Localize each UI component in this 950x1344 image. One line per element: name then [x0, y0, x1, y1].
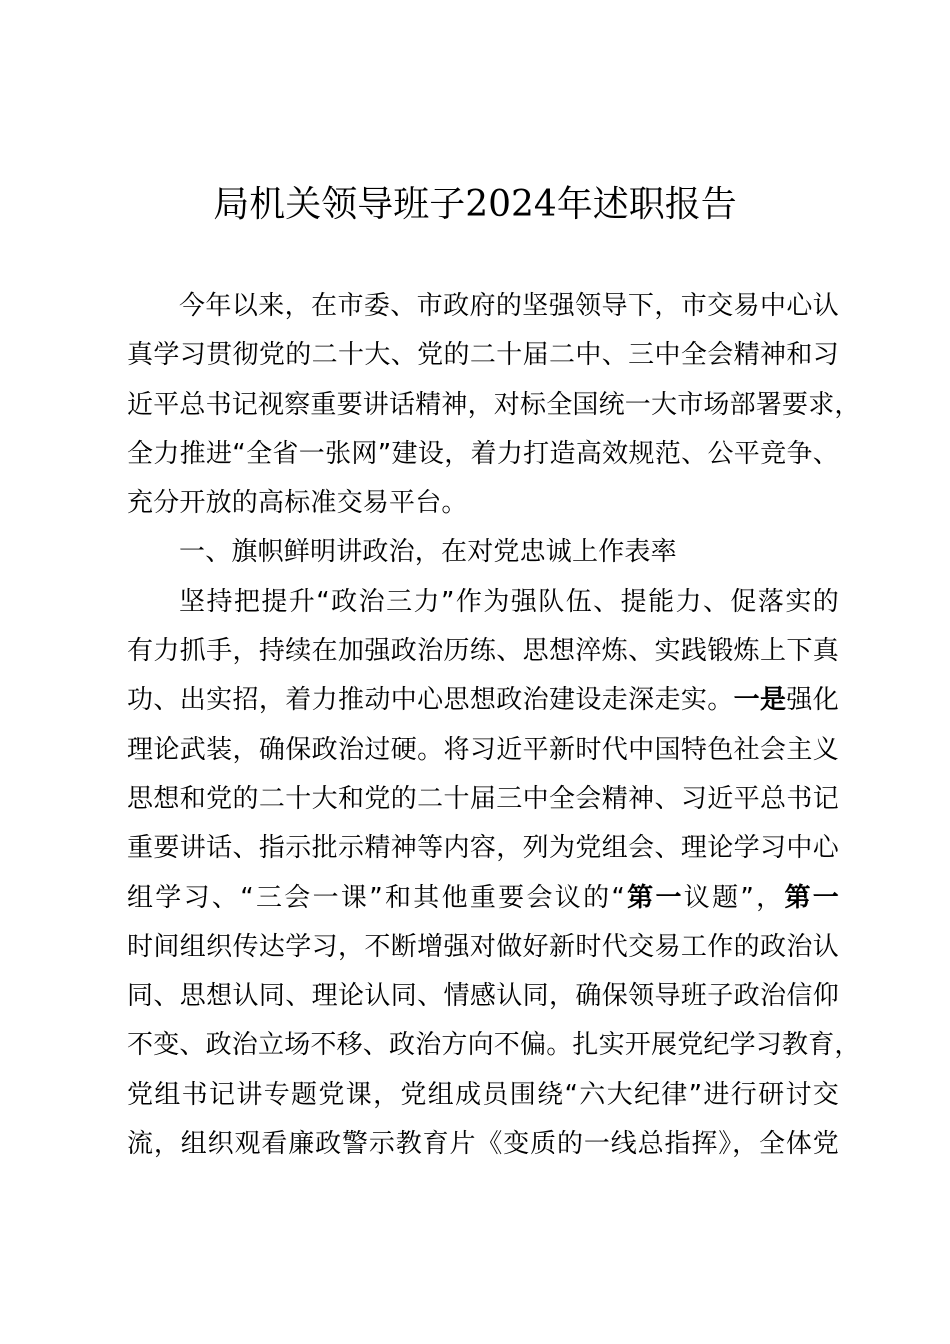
section-line: 思想和党的二十大和党的二十届三中全会精神、习近平总书记 [127, 783, 839, 814]
section-line: 有力抓手，持续在加强政治历练、思想淬炼、实践锻炼上下真 [127, 636, 839, 667]
section-line [127, 874, 839, 923]
bold-run: 一是 [733, 685, 787, 716]
document-body [127, 282, 861, 1169]
section-line: 理论武装，确保政治过硬。将习近平新时代中国特色社会主义 [127, 734, 839, 765]
text-run: 强化 [786, 685, 839, 716]
intro-line: 真学习贯彻党的二十大、党的二十届二中、三中全会精神和习 [127, 340, 839, 371]
bold-run: 第一 [625, 882, 684, 913]
section-line: 同、思想认同、理论认同、情感认同，确保领导班子政治信仰 [127, 981, 839, 1012]
intro-line: 全力推进“全省一张网”建设，着力打造高效规范、公平竞争、 [127, 438, 839, 469]
section-heading: 一、旗帜鲜明讲政治，在对党忠诚上作表率 [179, 537, 677, 568]
section-line: 重要讲话、指示批示精神等内容，列为党组会、理论学习中心 [127, 833, 839, 864]
section-line: 时间组织传达学习，不断增强对做好新时代交易工作的政治认 [127, 931, 839, 962]
document-title: 局机关领导班子2024年述职报告 [213, 184, 737, 225]
section-line: 不变、政治立场不移、政治方向不偏。扎实开展党纪学习教育， [127, 1030, 861, 1061]
text-run: 功、出实招，着力推动中心思想政治建设走深走实。 [127, 685, 734, 716]
intro-line: 近平总书记视察重要讲话精神，对标全国统一大市场部署要求， [127, 389, 861, 420]
bold-run: 第一 [784, 882, 839, 913]
text-run: 议题”， [683, 882, 785, 913]
intro-line: 今年以来，在市委、市政府的坚强领导下，市交易中心认 [179, 291, 839, 321]
section-line [127, 676, 839, 725]
section-line: 党组书记讲专题党课，党组成员围绕“六大纪律”进行研讨交 [127, 1079, 839, 1110]
text-run: 组学习、“三会一课”和其他重要会议的“ [127, 882, 626, 913]
section-line: 流，组织观看廉政警示教育片《变质的一线总指挥》，全体党 [127, 1129, 839, 1160]
intro-line: 充分开放的高标准交易平台。 [127, 488, 468, 519]
section-line: 坚持把提升“政治三力”作为强队伍、提能力、促落实的 [179, 586, 839, 617]
